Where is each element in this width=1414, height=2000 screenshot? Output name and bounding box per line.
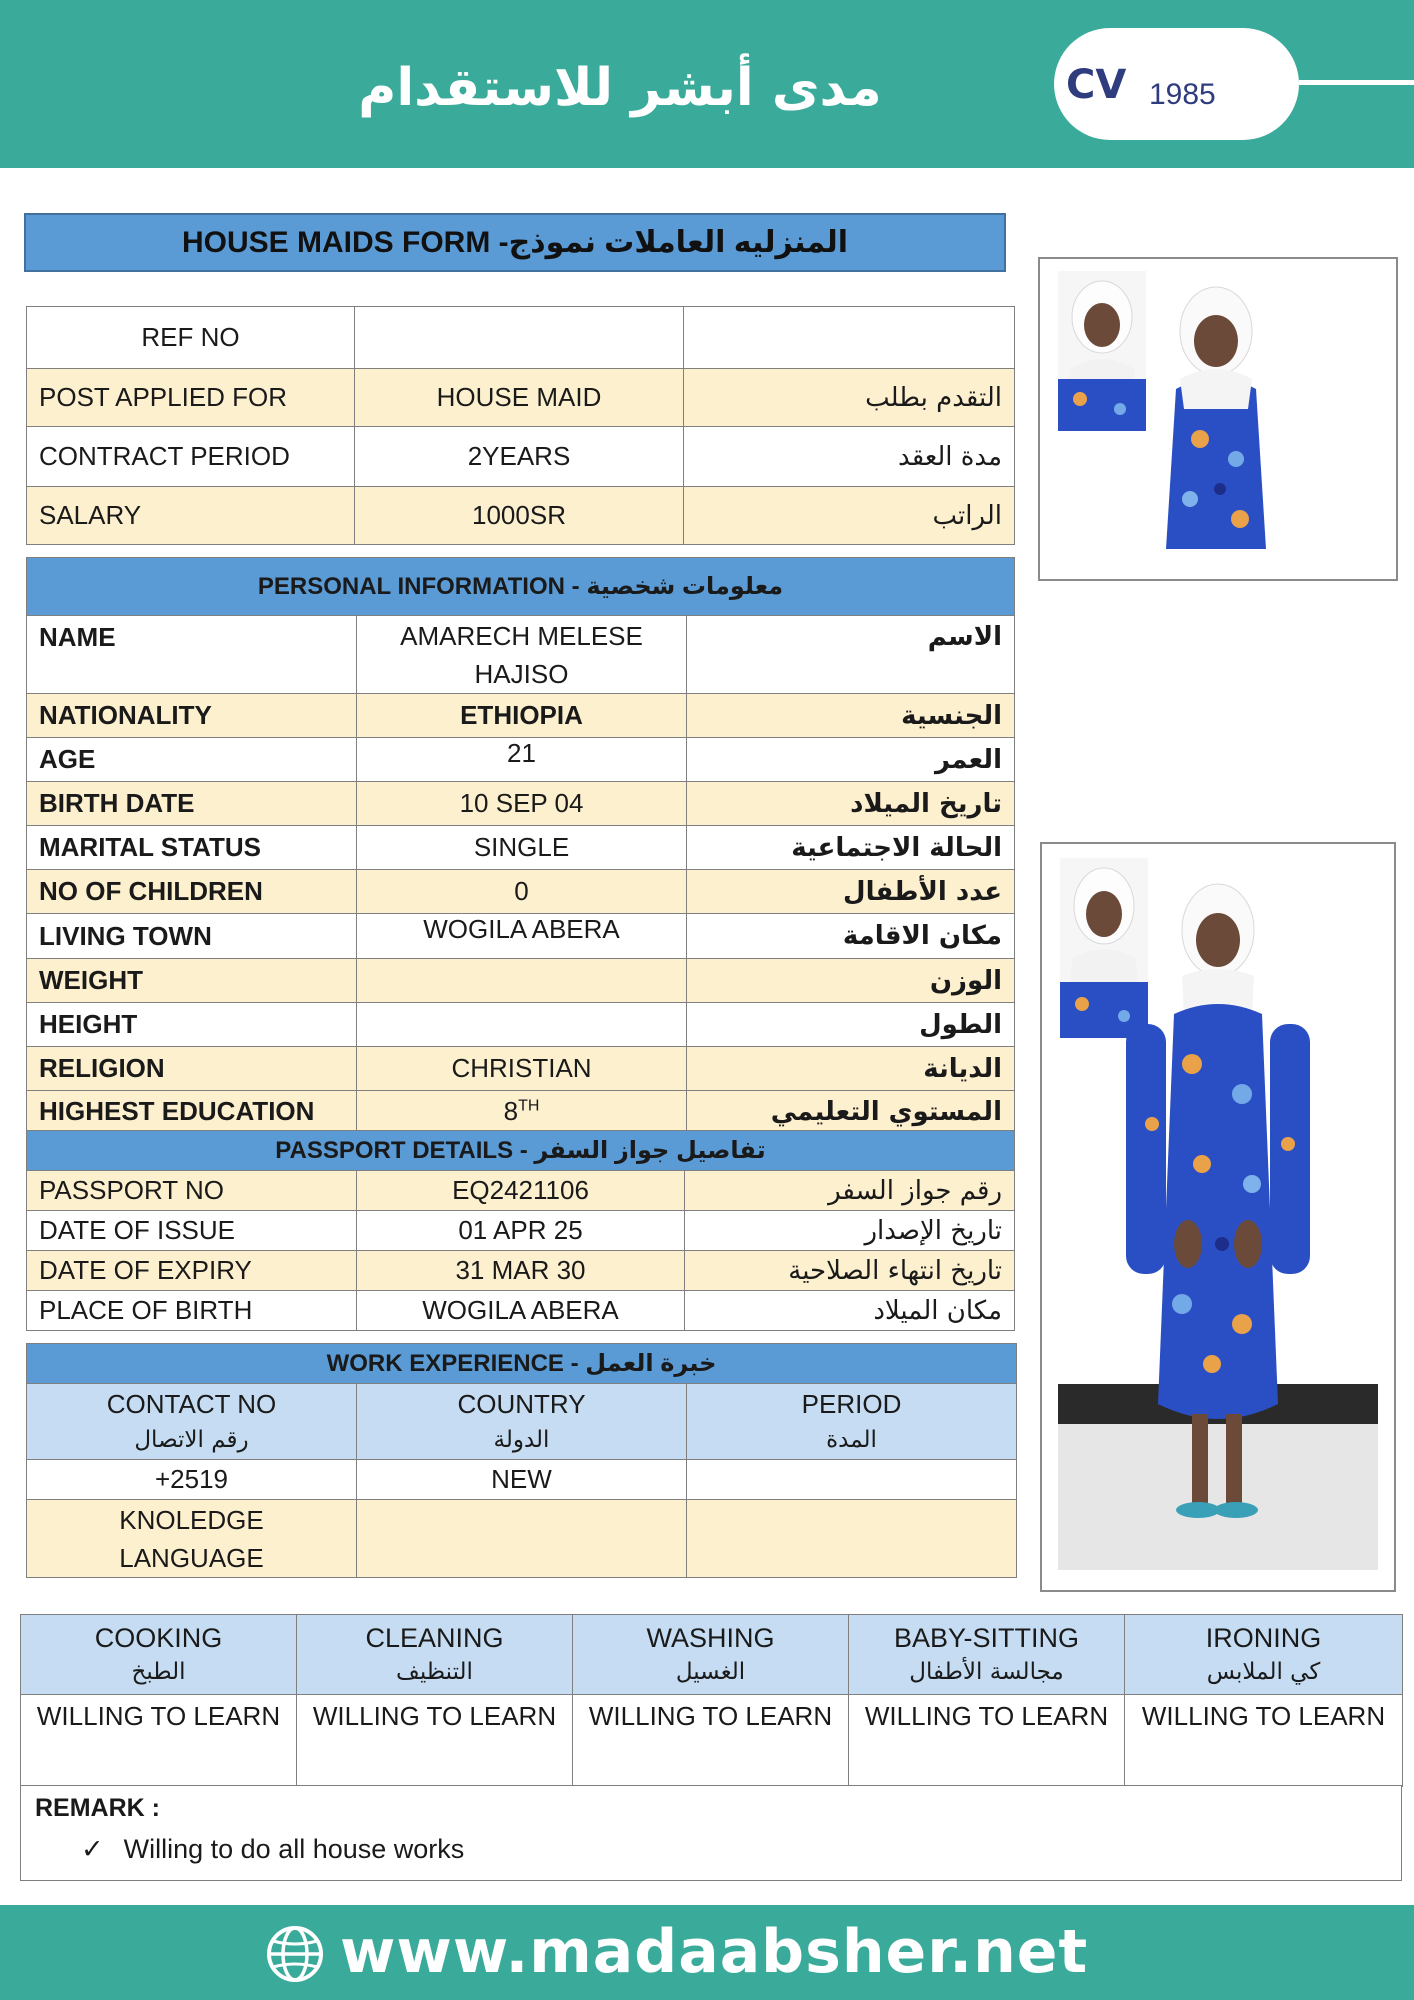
name-ar: الاسم bbox=[687, 616, 1015, 694]
living-town-label: LIVING TOWN bbox=[27, 914, 357, 959]
candidate-photo-full bbox=[1042, 844, 1394, 1590]
children-value: 0 bbox=[357, 870, 687, 914]
contact-value: +2519 bbox=[27, 1460, 357, 1500]
nationality-ar: الجنسية bbox=[687, 694, 1015, 738]
photo-frame-top bbox=[1038, 257, 1398, 581]
expiry-date-value: 31 MAR 30 bbox=[357, 1251, 685, 1291]
skill-ironing-value: WILLING TO LEARN bbox=[1125, 1695, 1403, 1787]
contact-col-ar: رقم الاتصال bbox=[134, 1426, 249, 1453]
marital-label: MARITAL STATUS bbox=[27, 826, 357, 870]
ref-no-label: REF NO bbox=[27, 307, 355, 369]
full-photo-small bbox=[1166, 287, 1266, 549]
expiry-date-label: DATE OF EXPIRY bbox=[27, 1251, 357, 1291]
website-link[interactable]: www.madaabsher.net bbox=[340, 1917, 1089, 1987]
education-label: HIGHEST EDUCATION bbox=[27, 1091, 357, 1133]
skill-ironing-en: IRONING bbox=[1205, 1622, 1322, 1653]
skill-babysitting-en: BABY-SITTING bbox=[893, 1622, 1080, 1653]
name-line-1: AMARECH MELESE bbox=[400, 620, 643, 651]
education-grade: 8 bbox=[503, 1096, 519, 1126]
age-label: AGE bbox=[27, 738, 357, 782]
table-row bbox=[27, 1291, 1015, 1331]
table-row bbox=[27, 1384, 1017, 1460]
religion-value: CHRISTIAN bbox=[357, 1047, 687, 1091]
skill-washing-ar: الغسيل bbox=[675, 1658, 746, 1685]
living-town-ar: مكان الاقامة bbox=[687, 914, 1015, 959]
post-ar: التقدم بطلب bbox=[684, 369, 1015, 427]
contact-col-header bbox=[27, 1384, 357, 1460]
table-row bbox=[27, 826, 1015, 870]
salary-label: SALARY bbox=[27, 487, 355, 545]
salary-value: 1000SR bbox=[355, 487, 684, 545]
skill-washing-header bbox=[573, 1615, 849, 1695]
cv-badge bbox=[1054, 28, 1299, 140]
section-heading-row bbox=[27, 1344, 1017, 1384]
skills-value-row bbox=[21, 1695, 1403, 1787]
birth-date-value: 10 SEP 04 bbox=[357, 782, 687, 826]
skill-babysitting-header bbox=[849, 1615, 1125, 1695]
table-row bbox=[27, 959, 1015, 1003]
children-ar: عدد الأطفال bbox=[687, 870, 1015, 914]
section-heading-row bbox=[27, 1131, 1015, 1171]
weight-ar: الوزن bbox=[687, 959, 1015, 1003]
knowledge-line: KNOLEDGE bbox=[119, 1504, 264, 1535]
remark-box bbox=[20, 1785, 1402, 1881]
education-value bbox=[357, 1091, 687, 1133]
contract-ar: مدة العقد bbox=[684, 427, 1015, 487]
section-heading-row bbox=[27, 558, 1015, 616]
table-row bbox=[27, 1211, 1015, 1251]
nationality-label: NATIONALITY bbox=[27, 694, 357, 738]
page-header bbox=[0, 0, 1414, 168]
period-col-header bbox=[687, 1384, 1017, 1460]
remark-title: REMARK : bbox=[35, 1794, 160, 1822]
age-ar: العمر bbox=[687, 738, 1015, 782]
ref-no-value bbox=[355, 307, 684, 369]
form-title: HOUSE MAIDS FORM -المنزليه العاملات نموذج bbox=[24, 213, 1006, 272]
skill-cleaning-header bbox=[297, 1615, 573, 1695]
issue-date-ar: تاريخ الإصدار bbox=[685, 1211, 1015, 1251]
skill-cooking-header bbox=[21, 1615, 297, 1695]
table-row bbox=[27, 427, 1015, 487]
table-row bbox=[27, 1251, 1015, 1291]
passport-table bbox=[26, 1130, 1015, 1331]
birth-place-label: PLACE OF BIRTH bbox=[27, 1291, 357, 1331]
country-value: NEW bbox=[357, 1460, 687, 1500]
table-row bbox=[27, 1500, 1017, 1578]
skills-table bbox=[20, 1614, 1403, 1787]
personal-heading: PERSONAL INFORMATION - معلومات شخصية bbox=[27, 558, 1015, 616]
skill-washing-en: WASHING bbox=[646, 1622, 775, 1653]
post-label: POST APPLIED FOR bbox=[27, 369, 355, 427]
personal-info-table bbox=[26, 557, 1015, 1133]
checkmark-icon: ✓ bbox=[81, 1834, 104, 1864]
table-row bbox=[27, 738, 1015, 782]
skill-cooking-value: WILLING TO LEARN bbox=[21, 1695, 297, 1787]
birth-date-label: BIRTH DATE bbox=[27, 782, 357, 826]
table-row bbox=[27, 1047, 1015, 1091]
language-line: LANGUAGE bbox=[119, 1542, 264, 1573]
nationality-value: ETHIOPIA bbox=[357, 694, 687, 738]
candidate-photo-small bbox=[1040, 259, 1396, 579]
knowledge-language-label bbox=[27, 1500, 357, 1578]
passport-no-label: PASSPORT NO bbox=[27, 1171, 357, 1211]
table-row bbox=[27, 782, 1015, 826]
table-row bbox=[27, 487, 1015, 545]
age-value: 21 bbox=[357, 738, 687, 782]
work-heading: WORK EXPERIENCE - خبرة العمل bbox=[27, 1344, 1017, 1384]
contract-value: 2YEARS bbox=[355, 427, 684, 487]
period-value bbox=[687, 1460, 1017, 1500]
passport-no-value: EQ2421106 bbox=[357, 1171, 685, 1211]
period-col-ar: المدة bbox=[826, 1426, 877, 1453]
skill-babysitting-value: WILLING TO LEARN bbox=[849, 1695, 1125, 1787]
issue-date-label: DATE OF ISSUE bbox=[27, 1211, 357, 1251]
cv-label: CV bbox=[1066, 62, 1127, 108]
marital-value: SINGLE bbox=[357, 826, 687, 870]
passport-heading: PASSPORT DETAILS - تفاصيل جواز السفر bbox=[27, 1131, 1015, 1171]
table-row bbox=[27, 870, 1015, 914]
remark-text: Willing to do all house works bbox=[123, 1834, 465, 1864]
skill-ironing-ar: كي الملابس bbox=[1206, 1658, 1321, 1685]
education-ar: المستوي التعليمي bbox=[687, 1091, 1015, 1133]
work-experience-table bbox=[26, 1343, 1017, 1578]
skill-cleaning-value: WILLING TO LEARN bbox=[297, 1695, 573, 1787]
name-line-2: HAJISO bbox=[474, 658, 569, 689]
education-suffix: TH bbox=[518, 1097, 540, 1115]
living-town-value: WOGILA ABERA bbox=[357, 914, 687, 959]
skill-cleaning-en: CLEANING bbox=[365, 1622, 504, 1653]
globe-icon bbox=[266, 1925, 324, 1983]
skill-cooking-ar: الطبخ bbox=[131, 1658, 186, 1685]
contract-label: CONTRACT PERIOD bbox=[27, 427, 355, 487]
birth-date-ar: تاريخ الميلاد bbox=[687, 782, 1015, 826]
table-row bbox=[27, 616, 1015, 694]
expiry-date-ar: تاريخ انتهاء الصلاحية bbox=[685, 1251, 1015, 1291]
religion-label: RELIGION bbox=[27, 1047, 357, 1091]
height-ar: الطول bbox=[687, 1003, 1015, 1047]
application-table bbox=[26, 306, 1015, 545]
skill-ironing-header bbox=[1125, 1615, 1403, 1695]
table-row bbox=[27, 914, 1015, 959]
country-col-header bbox=[357, 1384, 687, 1460]
table-row bbox=[27, 1171, 1015, 1211]
cv-number: 1985 bbox=[1149, 78, 1216, 111]
birth-place-ar: مكان الميلاد bbox=[685, 1291, 1015, 1331]
skills-header-row bbox=[21, 1615, 1403, 1695]
contact-col-en: CONTACT NO bbox=[106, 1388, 277, 1419]
skill-cooking-en: COOKING bbox=[94, 1622, 223, 1653]
brand-title: مدى أبشر للاستقدام bbox=[358, 58, 882, 118]
weight-label: WEIGHT bbox=[27, 959, 357, 1003]
skill-washing-value: WILLING TO LEARN bbox=[573, 1695, 849, 1787]
skill-babysitting-ar: مجالسة الأطفال bbox=[909, 1658, 1064, 1685]
name-value bbox=[357, 616, 687, 694]
page-footer bbox=[0, 1905, 1414, 2000]
skill-cleaning-ar: التنظيف bbox=[396, 1658, 473, 1685]
weight-value bbox=[357, 959, 687, 1003]
birth-place-value: WOGILA ABERA bbox=[357, 1291, 685, 1331]
height-label: HEIGHT bbox=[27, 1003, 357, 1047]
passport-photo-small bbox=[1058, 271, 1146, 431]
country-col-en: COUNTRY bbox=[457, 1388, 586, 1419]
knowledge-period-cell bbox=[687, 1500, 1017, 1578]
photo-frame-bottom bbox=[1040, 842, 1396, 1592]
table-row bbox=[27, 369, 1015, 427]
knowledge-country-cell bbox=[357, 1500, 687, 1578]
table-row bbox=[27, 307, 1015, 369]
ref-no-ar bbox=[684, 307, 1015, 369]
name-label: NAME bbox=[27, 616, 357, 694]
country-col-ar: الدولة bbox=[493, 1426, 550, 1453]
table-row bbox=[27, 1091, 1015, 1133]
marital-ar: الحالة الاجتماعية bbox=[687, 826, 1015, 870]
children-label: NO OF CHILDREN bbox=[27, 870, 357, 914]
table-row bbox=[27, 1460, 1017, 1500]
passport-photo-large bbox=[1060, 858, 1148, 1038]
religion-ar: الديانة bbox=[687, 1047, 1015, 1091]
issue-date-value: 01 APR 25 bbox=[357, 1211, 685, 1251]
table-row bbox=[27, 1003, 1015, 1047]
header-divider-line bbox=[1299, 80, 1414, 85]
remark-item bbox=[81, 1834, 464, 1865]
salary-ar: الراتب bbox=[684, 487, 1015, 545]
post-value: HOUSE MAID bbox=[355, 369, 684, 427]
passport-no-ar: رقم جواز السفر bbox=[685, 1171, 1015, 1211]
period-col-en: PERIOD bbox=[801, 1388, 902, 1419]
table-row bbox=[27, 694, 1015, 738]
height-value bbox=[357, 1003, 687, 1047]
